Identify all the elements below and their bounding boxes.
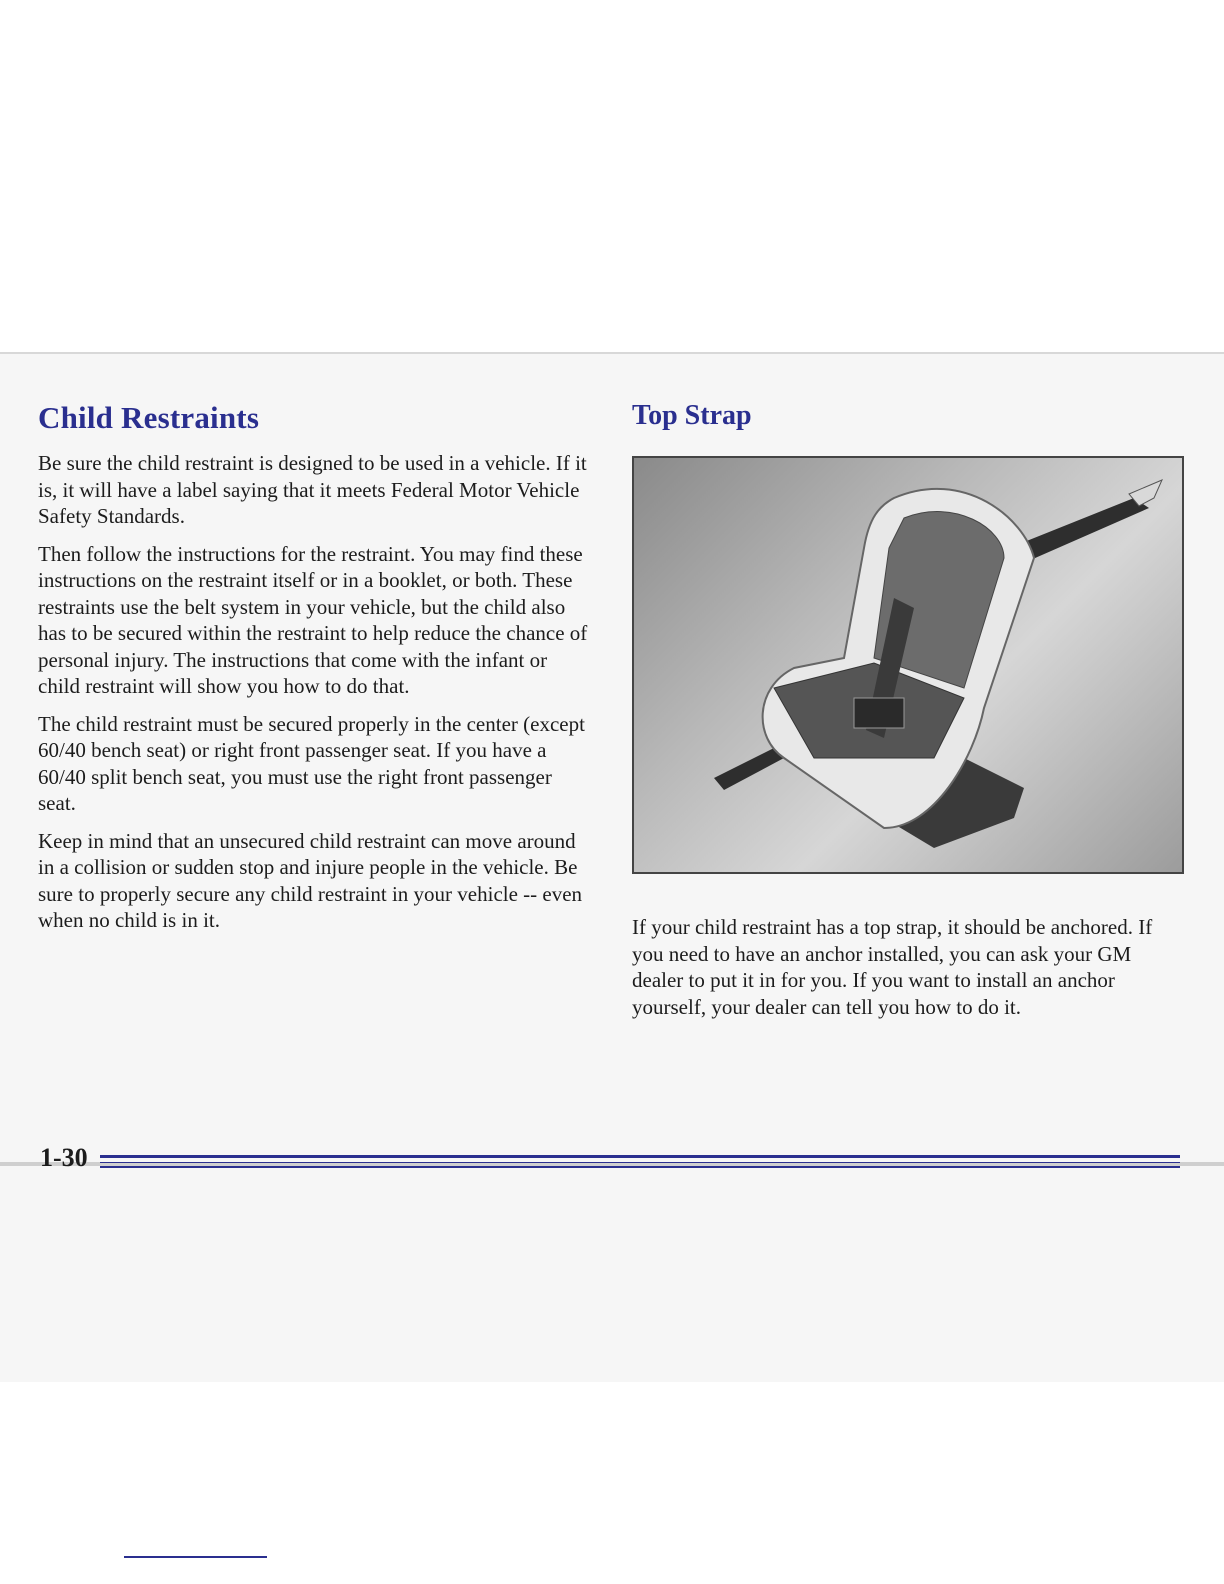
child-seat-icon	[634, 458, 1182, 872]
footer-rule-thin	[100, 1162, 1180, 1163]
child-restraints-heading: Child Restraints	[38, 400, 260, 435]
paragraph-1: Be sure the child restraint is designed to be used in a vehicle. If it is, it will have a label saying that it meets Federal Motor Vehicle Safety Standards.	[38, 451, 587, 528]
paragraph-3: The child restraint must be secured properly in the center (except 60/40 bench seat) or right front passenger seat. If you have a 60/40 split bench seat, you must use the right front passenger seat.	[38, 711, 585, 815]
top-strap-heading: Top Strap	[632, 400, 752, 431]
harness-buckle	[854, 698, 904, 728]
child-restraints-column	[38, 400, 590, 945]
paragraph-4: Keep in mind that an unsecured child restraint can move around in a collision or sudden stop and injure people in the vehicle. Be sure to properly secure any child restraint in your vehicle -- even when no child is in it.	[38, 828, 583, 932]
bottom-scan-mark	[124, 1556, 267, 1558]
top-strap-column	[632, 400, 1184, 1031]
paragraph-2: Then follow the instructions for the restraint. You may find these instructions on the restraint itself or in a booklet, or both. These restraints use the belt system in your vehicle, but the child also has to be secured within the restraint to help reduce the chance of personal injury. The instructions that come with the infant or child restraint will show you how to do that.	[38, 541, 588, 698]
child-seat-top-strap-illustration	[632, 456, 1184, 874]
top-strap-paragraph: If your child restraint has a top strap, it should be anchored. If you need to have an anchor installed, you can ask your GM dealer to put it in for you. If you want to install an anchor yourself, your dealer can tell you how to do it.	[632, 915, 1153, 1019]
footer-rule-lower	[100, 1166, 1180, 1168]
page-number: 1-30	[40, 1143, 88, 1172]
footer-rule	[100, 1155, 1180, 1158]
lower-strap	[714, 748, 784, 790]
